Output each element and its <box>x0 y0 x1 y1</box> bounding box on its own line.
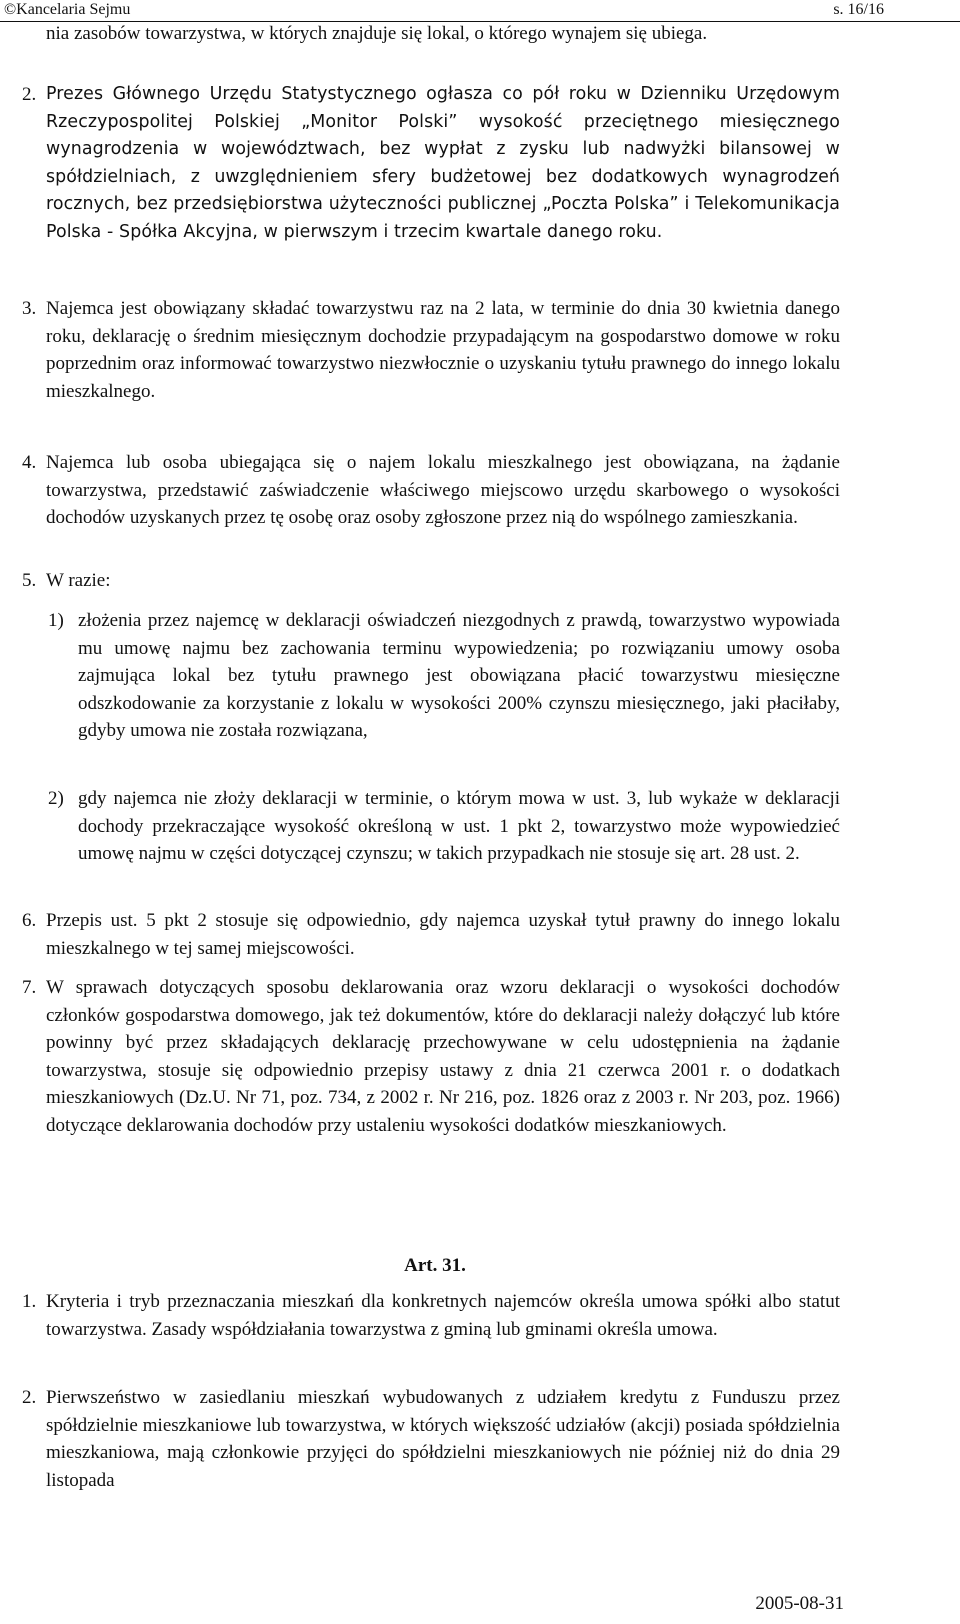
article-paragraph-number-1: 1. <box>22 1291 37 1312</box>
paragraph-4: Najemca lub osoba ubiegająca się o najem lokalu mieszkalnego jest obowiązana, na żądanie towarzystwa, przedstawić zaświadczenie właściwego miejscowo urzędu skarbowego o wysokości dochodów uzyskanych przez tę osobę oraz osoby zgłoszone przez nią do wspólnego zamieszkania. <box>46 452 840 528</box>
list-number-1: 1) <box>48 610 64 631</box>
footer-date: 2005-08-31 <box>755 1593 844 1614</box>
paragraph-7: W sprawach dotyczących sposobu deklarowania oraz wzoru deklaracji o wysokości dochodów członków gospodarstwa domowego, jak też dokumentów, które do deklaracji należy dołączyć lub które powinny być przez składających deklarację przechowywane w celu udostępnienia na żądanie towarzystwa, stosuje się odpowiednio przepisy ustawy z dnia 21 czerwca 2001 r. o dodatkach mieszkaniowych (Dz.U. Nr 71, poz. 734, z 2002 r. Nr 216, poz. 1826 oraz z 2003 r. Nr 203, poz. 1966) dotyczące deklarowania dochodów przy ustaleniu wysokości dodatków mieszkaniowych. <box>46 977 840 1136</box>
paragraph-number-6: 6. <box>22 910 37 931</box>
article-paragraph-1: Kryteria i tryb przeznaczania mieszkań dla konkretnych najemców określa umowa spółki albo statut towarzystwa. Zasady współdziałania towarzystwa z gminą lub gminami określa umowa. <box>46 1291 840 1340</box>
paragraph-2: Prezes Głównego Urzędu Statystycznego ogłasza co pół roku w Dzienniku Urzędowym Rzeczypospolitej Polskiej „Monitor Polski” wysokość przeciętnego miesięcznego wynagrodzenia w województwach, bez wypłat z zysku lub nadwyżki bilansowej w spółdzielniach, z uwzględnieniem sfery budżetowej bez dodatkowych wynagrodzeń rocznych, bez przedsiębiorstwa użyteczności publicznej „Poczta Polska” i Telekomunikacja Polska - Spółka Akcyjna, w pierwszym i trzecim kwartale danego roku. <box>46 84 840 242</box>
paragraph-number-7: 7. <box>22 977 37 998</box>
list-item-1: złożenia przez najemcę w deklaracji oświadczeń niezgodnych z prawdą, towarzystwo wypowiada mu umowę najmu bez zachowania terminu wypowiedzenia; po rozwiązaniu umowy osoba zajmująca lokal bez tytułu prawnego jest obowiązana płacić towarzystwu miesięczne odszkodowanie za korzystanie z lokalu w wysokości 200% czynszu miesięcznego, jaki płaciłaby, gdyby umowa nie została rozwiązana, <box>78 610 840 741</box>
paragraph-number-2: 2. <box>22 84 37 105</box>
article-paragraph-2: Pierwszeństwo w zasiedlaniu mieszkań wybudowanych z udziałem kredytu z Funduszu przez spółdzielnie mieszkaniowe lub towarzystwa, w których większość udziałów (akcji) posiada spółdzielnia mieszkaniowa, mają członkowie przyjęci do spółdzielni mieszkaniowych nie później niż do dnia 29 listopada <box>46 1387 840 1491</box>
paragraph-number-4: 4. <box>22 452 37 473</box>
paragraph-number-3: 3. <box>22 298 37 319</box>
header-source: ©Kancelaria Sejmu <box>4 1 131 18</box>
list-number-2: 2) <box>48 788 64 809</box>
page-number: s. 16/16 <box>833 1 884 18</box>
article-paragraph-number-2: 2. <box>22 1387 37 1408</box>
paragraph-5: W razie: <box>46 570 111 591</box>
article-heading: Art. 31. <box>404 1255 466 1276</box>
paragraph-6: Przepis ust. 5 pkt 2 stosuje się odpowiednio, gdy najemca uzyskał tytuł prawny do innego lokalu mieszkalnego w tej samej miejscowości. <box>46 910 840 959</box>
paragraph-3: Najemca jest obowiązany składać towarzystwu raz na 2 lata, w terminie do dnia 30 kwietnia danego roku, deklarację o średnim miesięcznym dochodzie przypadającym na gospodarstwo domowe w roku poprzednim oraz informować towarzystwo niezwłocznie o uzyskaniu tytułu prawnego do innego lokalu mieszkalnego. <box>46 298 840 402</box>
paragraph-number-5: 5. <box>22 570 37 591</box>
list-item-2: gdy najemca nie złoży deklaracji w terminie, o którym mowa w ust. 3, lub wykaże w deklaracji dochody przekraczające wysokość określoną w ust. 1 pkt 2, towarzystwo może wypowiedzieć umowę najmu w części dotyczącej czynszu; w takich przypadkach nie stosuje się art. 28 ust. 2. <box>78 788 840 864</box>
paragraph-continuation: nia zasobów towarzystwa, w których znajduje się lokal, o którego wynajem się ubiega. <box>46 23 708 44</box>
